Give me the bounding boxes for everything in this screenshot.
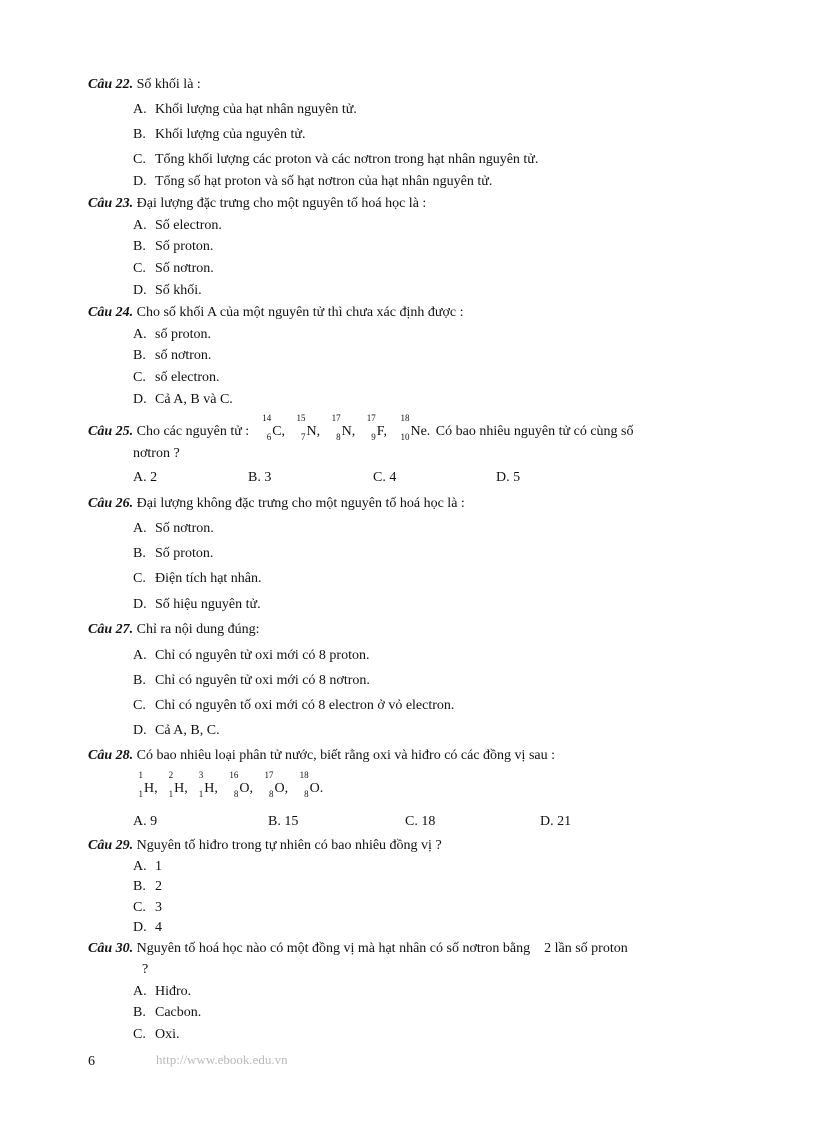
question-label: Câu 29. [88,838,134,853]
question-label: Câu 24. [88,305,134,320]
option-d: D. Tổng số hạt proton và số hạt nơtron của hạt nhân nguyên tử. [133,174,493,189]
question-text: Nguyên tố hoá học nào có một đồng vị mà hạt nhân có số nơtron bằng 2 lần số proton [133,941,628,956]
option-a: A. 1 [133,859,162,874]
option-a: A. Số nơtron. [133,521,214,536]
isotope-o-17: 17 8 O, [264,770,289,799]
option-b: B. Số proton. [133,546,214,561]
question-30 [88,940,628,958]
page-number: 6 [88,1054,95,1069]
question-text: Nguyên tố hiđro trong tự nhiên có bao nhiêu đồng vị ? [133,838,442,853]
option-b: B. Số proton. [133,239,214,254]
option-d: D. Cả A, B, C. [133,723,220,738]
question-label: Câu 26. [88,496,134,511]
option-d: D. 4 [133,920,162,935]
question-label: Câu 27. [88,622,134,637]
question-27 [88,621,260,639]
question-label: Câu 23. [88,196,134,211]
footer-url[interactable]: http://www.ebook.edu.vn [156,1052,288,1067]
option-d: D. Số khối. [133,283,202,298]
answer-c: C. 18 [405,814,436,829]
option-a: A. Chỉ có nguyên tử oxi mới có 8 proton. [133,648,370,663]
isotope-c-14: 14 6 C, [262,413,286,442]
question-26 [88,495,465,513]
question-28 [88,747,555,765]
question-text: Đại lượng đặc trưng cho một nguyên tố hoá học là : [133,196,427,211]
question-label: Câu 25. [88,424,134,439]
question-25-continuation: nơtron ? [133,446,180,461]
answer-b: B. 3 [248,470,272,485]
option-d: D. Số hiệu nguyên tử. [133,597,261,612]
question-text-after: Có bao nhiêu nguyên tử có cùng số [435,424,634,439]
isotope-ne-18: 18 10 Ne. [400,413,431,442]
answer-d: D. 5 [496,470,521,485]
question-text: Số khối là : [133,77,201,92]
option-c: C. Số nơtron. [133,261,214,276]
option-b: B. 2 [133,879,162,894]
isotope-n-15: 15 7 N, [296,413,321,442]
option-d: D. Cả A, B và C. [133,392,233,407]
question-label: Câu 30. [88,941,134,956]
option-a: A. Số electron. [133,218,222,233]
option-b: B. số nơtron. [133,348,212,363]
question-30-continuation: ? [142,962,149,977]
option-c: C. 3 [133,900,162,915]
question-label: Câu 22. [88,77,134,92]
question-23 [88,195,426,213]
isotope-n-17: 17 8 N, [331,413,356,442]
option-c: C. Chỉ có nguyên tố oxi mới có 8 electron ở vỏ electron. [133,698,455,713]
answer-d: D. 21 [540,814,572,829]
option-c: C. Điện tích hạt nhân. [133,571,262,586]
isotope-h-3: 3 1 H, [198,770,218,799]
answer-a: A. 2 [133,470,158,485]
isotope-h-2: 2 1 H, [168,770,188,799]
question-text: Đại lượng không đặc trưng cho một nguyên tố hoá học là : [133,496,465,511]
question-label: Câu 28. [88,748,134,763]
isotope-h-1: 1 1 H, [138,770,158,799]
question-24 [88,304,463,322]
question-text: Chỉ ra nội dung đúng: [133,622,260,637]
isotope-f-17: 17 9 F, [366,413,387,442]
question-29 [88,837,442,855]
question-25 [88,413,634,442]
question-text: Cho các nguyên tử : [133,424,250,439]
question-text: Cho số khối A của một nguyên tử thì chưa xác định được : [133,305,464,320]
option-a: A. số proton. [133,327,211,342]
option-c: C. số electron. [133,370,220,385]
answer-c: C. 4 [373,470,397,485]
option-b: B. Khối lượng của nguyên tử. [133,127,306,142]
isotope-o-16: 16 8 O, [229,770,253,799]
option-b: B. Chỉ có nguyên tử oxi mới có 8 nơtron. [133,673,370,688]
option-a: A. Hiđro. [133,984,192,999]
answer-a: A. 9 [133,814,158,829]
answer-b: B. 15 [268,814,299,829]
option-c: C. Tổng khối lượng các proton và các nơtron trong hạt nhân nguyên tử. [133,152,539,167]
isotope-o-18: 18 8 O. [299,770,324,799]
question-text: Có bao nhiêu loại phân tử nước, biết rằng oxi và hiđro có các đồng vị sau : [133,748,555,763]
option-a: A. Khối lượng của hạt nhân nguyên tử. [133,102,357,117]
question-22 [88,76,201,94]
isotope-list [133,770,325,799]
option-c: C. Oxi. [133,1027,180,1042]
option-b: B. Cacbon. [133,1005,202,1020]
